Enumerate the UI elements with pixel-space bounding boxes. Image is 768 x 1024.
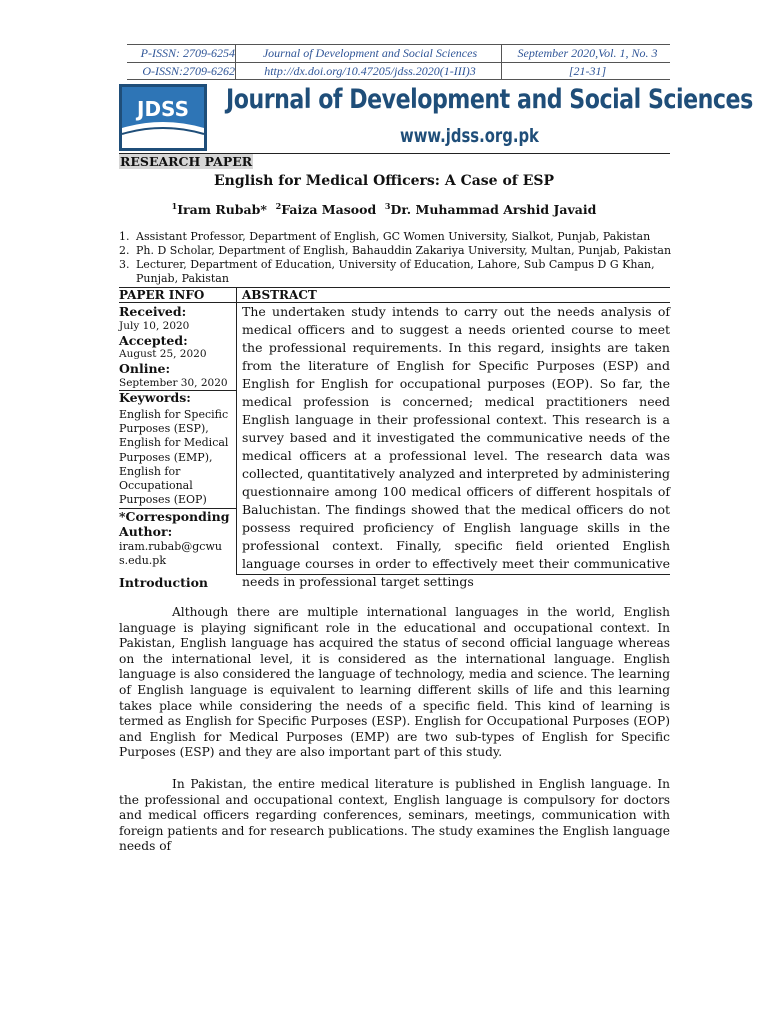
author-list xyxy=(0,201,768,217)
author-1-name: Iram Rubab* xyxy=(177,202,267,218)
keyword-line: English for xyxy=(119,464,181,478)
keyword-line: English for Specific xyxy=(119,408,229,421)
author-1-number: 1 xyxy=(171,201,178,211)
keywords-label: Keywords: xyxy=(119,390,191,405)
o-issn: O-ISSN:2709-6262 xyxy=(142,64,235,78)
affiliation-2: 2. Ph. D Scholar, Department of English, Bahauddin Zakariya University, Multan, Punjab, Pakistan xyxy=(119,244,672,257)
page-range: [21-31] xyxy=(568,64,607,78)
author-3-number: 3 xyxy=(384,201,391,211)
paper-title: English for Medical Officers: A Case of ESP xyxy=(213,173,554,189)
p-issn: P-ISSN: 2709-6254 xyxy=(140,46,235,60)
abstract-header: ABSTRACT xyxy=(242,288,317,302)
intro-paragraph-1: Although there are multiple international languages in the world, English language is playing significant role in the educational and occupational context. In Pakistan, English language has acquired the status of second official language whereas on the international level, it is considered as the international language. English language is also considered the language of technology, media and science. The learning of English language is equivalent to learning different skills of life and this learning takes place while considering the needs of a specific field. This kind of learning is termed as English for Specific Purposes (ESP). English for Occupational Purposes (EOP) and English for Medical Purposes (EMP) are two sub-types of English for Specific Purposes (ESP) and they are also important part of this study. xyxy=(119,605,670,760)
received-date: July 10, 2020 xyxy=(119,320,190,332)
author-3-name: Dr. Muhammad Arshid Javaid xyxy=(390,202,597,218)
keyword-line: Occupational xyxy=(119,479,193,493)
banner-journal-title: Journal of Development and Social Sciences xyxy=(226,84,753,115)
doi-link[interactable]: http://dx.doi.org/10.47205/jdss.2020(1-III)3 xyxy=(264,64,476,78)
keyword-line: English for Medical xyxy=(119,436,229,450)
section-label: RESEARCH PAPER xyxy=(120,154,253,169)
online-date: September 30, 2020 xyxy=(119,377,228,389)
received-label: Received: xyxy=(119,304,187,319)
banner-url[interactable]: www.jdss.org.pk xyxy=(400,125,539,147)
author-2-number: 2 xyxy=(275,201,282,211)
issue-info: September 2020,Vol. 1, No. 3 xyxy=(517,46,658,60)
corresponding-email[interactable]: iram.rubab@gcwu xyxy=(119,540,222,553)
online-label: Online: xyxy=(119,361,171,376)
affiliation-3: 3. Lecturer, Department of Education, University of Education, Lahore, Sub Campus D G Khan, xyxy=(119,258,655,271)
affiliation-1: 1. Assistant Professor, Department of English, GC Women University, Sialkot, Punjab, Pakistan xyxy=(119,230,651,243)
abstract-text: The undertaken study intends to carry out the needs analysis of medical officers and to suggest a needs oriented course to meet the professional requirements. In this regard, insights are taken from the literature of English for Specific Purposes (ESP) and English for English for occupational purposes (EOP). So far, the medical profession is concerned; medical practitioners need English language in their professional context. This research is a survey based and it investigated the communicative needs of the medical officers at a professional level. The research data was collected, quantitatively analyzed and interpreted by administering questionnaire among 100 medical officers of different hospitals of Baluchistan. The findings showed that the medical officers do not possess required proficiency of English language skills in the professional context. Finally, specific field oriented English language courses in order to effectively meet their communicative needs in professional target settings xyxy=(242,304,670,589)
corresponding-email-continued[interactable]: s.edu.pk xyxy=(119,554,166,567)
journal-name: Journal of Development and Social Sciences xyxy=(262,46,478,60)
keyword-line: Purposes (EOP) xyxy=(119,493,207,507)
keywords-list xyxy=(119,408,235,507)
accepted-date: August 25, 2020 xyxy=(119,348,207,360)
author-label: Author: xyxy=(119,524,173,539)
keyword-line: Purposes (ESP), xyxy=(119,422,209,436)
accepted-label: Accepted: xyxy=(119,333,188,348)
introduction-heading: Introduction xyxy=(119,575,209,590)
journal-meta-table xyxy=(127,44,670,80)
keyword-line: Purposes (EMP), xyxy=(119,450,213,464)
corresponding-label: *Corresponding xyxy=(119,509,230,524)
author-2-name: Faiza Masood xyxy=(281,202,377,218)
paper-info-header: PAPER INFO xyxy=(119,288,205,302)
jdss-logo xyxy=(119,84,207,151)
intro-paragraph-2: In Pakistan, the entire medical literature is published in English language. In the professional and occupational context, English language is compulsory for doctors and medical officers regarding conferences, seminars, meetings, communication with foreign patients and for research publications. The study examines the English language needs of xyxy=(119,777,670,854)
affiliation-3-continued: Punjab, Pakistan xyxy=(136,272,229,285)
logo-text: JDSS xyxy=(137,97,189,121)
